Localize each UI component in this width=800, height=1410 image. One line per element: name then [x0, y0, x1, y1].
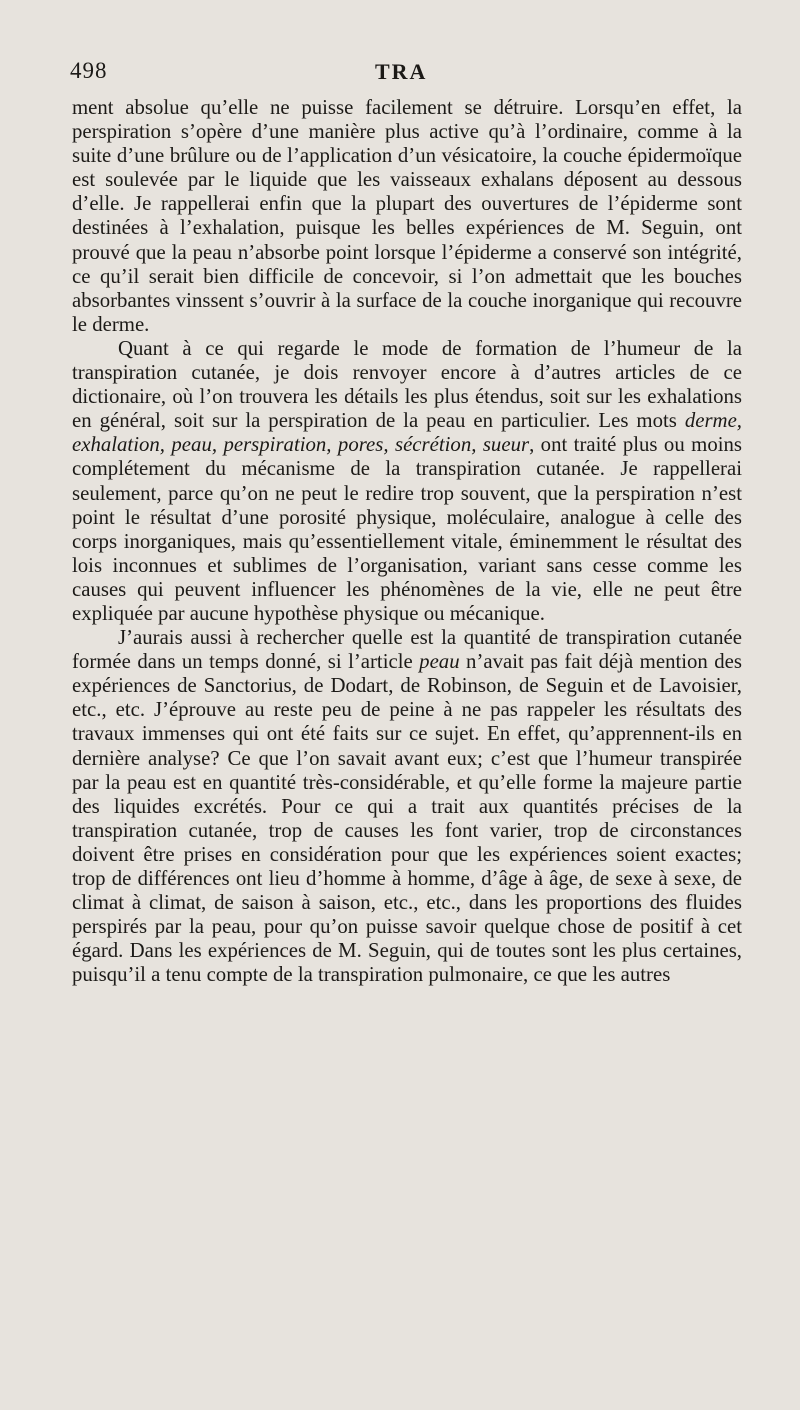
running-head: TRA	[375, 59, 428, 84]
page-number: 498	[70, 58, 108, 83]
paragraph-2	[72, 337, 742, 626]
page-header	[70, 58, 750, 94]
paragraph-1	[72, 96, 742, 337]
paragraph-3-text-end: n’avait pas fait déjà mention des expériences de Sanctorius, de Dodart, de Robinson, de Seguin et de Lavoisier, etc., etc. J’éprouve au reste peu de peine à ne pas rappeler les résultats des travaux immenses qui ont été faits sur ce sujet. En effet, qu’apprennent-ils en dernière analyse? Ce que l’on savait avant eux; c’est que l’humeur transpirée par la peau est en quantité très-considérable, et qu’elle forme la majeure partie des liquides excrétés. Pour ce qui a trait aux quantités précises de la transpiration cutanée, trop de causes les font varier, trop de circonstances doivent être prises en considération pour que les expériences soient exactes; trop de différences ont lieu d’homme à homme, d’âge à âge, de sexe à sexe, de climat à climat, de saison à saison, etc., etc., dans les proportions des fluides perspirés par la peau, pour qu’on puisse savoir quelque chose de positif à cet égard. Dans les expériences de M. Seguin, qui de toutes sont les plus certaines, puisqu’il a tenu compte de la transpiration pulmonaire, ce que les autres	[72, 650, 742, 987]
paragraph-3-text-start: J’aurais aussi à rechercher quelle est la quantité de transpiration cutanée formée dans un temps donné, si l’article	[72, 626, 742, 674]
paragraph-2-italic-terms: derme, exhalation, peau, perspiration, pores, sécrétion, sueur	[72, 409, 742, 457]
paragraph-2-text-start: Quant à ce qui regarde le mode de formation de l’humeur de la transpiration cutanée, je dois renvoyer encore à d’autres articles de ce dictionaire, où l’on trouvera les détails les plus étendus, soit sur les exhalations en général, soit sur la perspiration de la peau en particulier. Les mots	[72, 336, 742, 433]
body-text	[72, 96, 742, 987]
paragraph-3	[72, 626, 742, 987]
paragraph-2-text-end: , ont traité plus ou moins complétement du mécanisme de la transpiration cutanée. Je rappellerai seulement, parce qu’on ne peut le redire trop souvent, que la perspiration n’est point le résultat d’une porosité physique, moléculaire, analogue à celle des corps inorganiques, mais qu’essentiellement vitale, éminemment le résultat des lois inconnues et sublimes de l’organisation, variant sans cesse comme les causes qui peuvent influencer les phénomènes de la vie, elle ne peut être expliquée par aucune hypothèse physique ou mécanique.	[72, 433, 742, 625]
paragraph-3-italic-term: peau	[419, 650, 460, 674]
paragraph-1-text: ment absolue qu’elle ne puisse facilement se détruire. Lorsqu’en effet, la perspiration s’opère d’une manière plus active qu’à l’ordinaire, comme à la suite d’une brûlure ou de l’application d’un vésicatoire, la couche épidermoïque est soulevée par le liquide que les vaisseaux exhalans déposent au dessous d’elle. Je rappellerai enfin que la plupart des ouvertures de l’épiderme sont destinées à l’exhalation, puisque les belles expériences de M. Seguin, ont prouvé que la peau n’absorbe point lorsque l’épiderme a conservé son intégrité, ce qu’il serait bien difficile de concevoir, si l’on admettait que les bouches absorbantes vinssent s’ouvrir à la surface de la couche inorganique qui recouvre le derme.	[72, 96, 742, 336]
